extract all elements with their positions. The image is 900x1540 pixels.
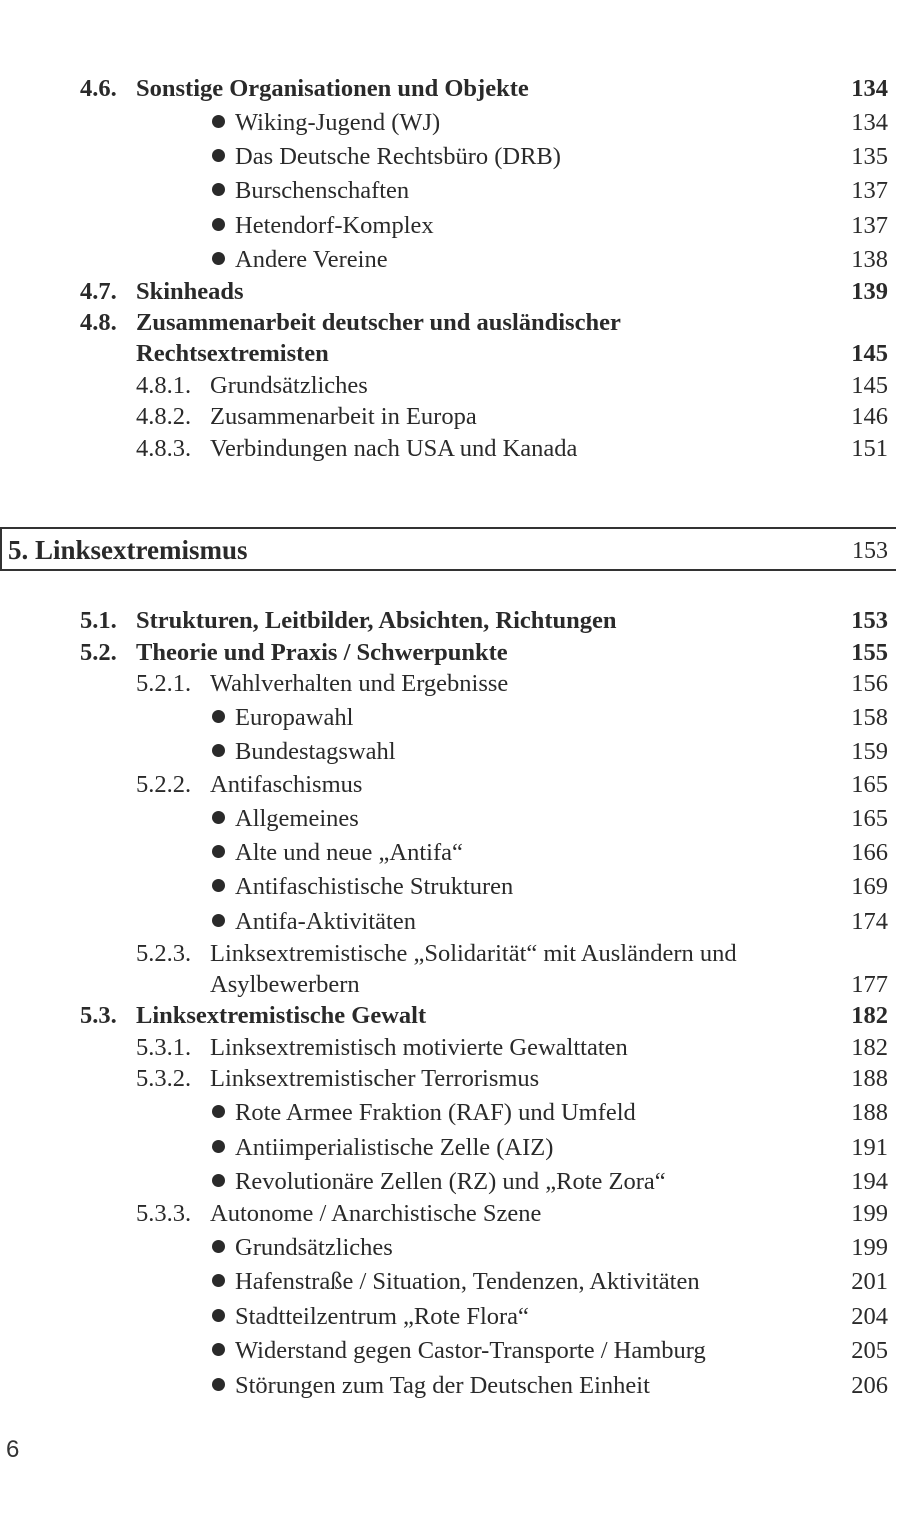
toc-entry-title: Wahlverhalten und Ergebnisse bbox=[210, 670, 509, 697]
toc-entry-page: 165 bbox=[851, 771, 888, 798]
toc-entry-page: 134 bbox=[851, 109, 888, 136]
toc-entry-page: 174 bbox=[851, 908, 888, 935]
toc-entry-title: Grundsätzliches bbox=[210, 372, 368, 399]
toc-entry-page: 177 bbox=[851, 971, 888, 998]
toc-entry-number: 4.8. bbox=[80, 309, 117, 336]
bullet-icon bbox=[212, 183, 225, 196]
toc-entry-page: 188 bbox=[851, 1065, 888, 1092]
toc-entry-title: Theorie und Praxis / Schwerpunkte bbox=[136, 639, 508, 666]
bullet-icon bbox=[212, 914, 225, 927]
toc-entry-page: 206 bbox=[851, 1372, 888, 1399]
toc-entry-title: Linksextremistisch motivierte Gewalttaten bbox=[210, 1034, 628, 1061]
bullet-icon bbox=[212, 845, 225, 858]
toc-entry-number: 5.3.1. bbox=[136, 1034, 192, 1061]
toc-entry-page: 165 bbox=[851, 805, 888, 832]
toc-entry-page: 145 bbox=[851, 340, 888, 367]
toc-entry-page: 205 bbox=[851, 1337, 888, 1364]
toc-entry-number: 5.3.3. bbox=[136, 1200, 192, 1227]
toc-entry-title: Bundestagswahl bbox=[235, 738, 396, 765]
chapter-page: 153 bbox=[852, 538, 888, 564]
toc-entry-page: 159 bbox=[851, 738, 888, 765]
bullet-icon bbox=[212, 149, 225, 162]
toc-entry-number: 5.2.3. bbox=[136, 940, 192, 967]
toc-entry-number: 5.3.2. bbox=[136, 1065, 192, 1092]
toc-entry-title: Linksextremistischer Terrorismus bbox=[210, 1065, 540, 1092]
toc-entry-number: 5.3. bbox=[80, 1002, 117, 1029]
toc-entry-title: Revolutionäre Zellen (RZ) und „Rote Zora“ bbox=[235, 1168, 666, 1195]
toc-entry-page: 135 bbox=[851, 143, 888, 170]
bullet-icon bbox=[212, 218, 225, 231]
toc-entry-title: Verbindungen nach USA und Kanada bbox=[210, 435, 578, 462]
toc-entry-title: Antifaschistische Strukturen bbox=[235, 873, 514, 900]
bullet-icon bbox=[212, 1140, 225, 1153]
bullet-icon bbox=[212, 811, 225, 824]
toc-entry-page: 139 bbox=[851, 278, 888, 305]
toc-entry-page: 158 bbox=[851, 704, 888, 731]
toc-entry-page: 153 bbox=[851, 607, 888, 634]
toc-entry-page: 145 bbox=[851, 372, 888, 399]
toc-entry-title: Das Deutsche Rechtsbüro (DRB) bbox=[235, 143, 561, 170]
toc-entry-title: Antifa-Aktivitäten bbox=[235, 908, 416, 935]
toc-entry-number: 5.2.2. bbox=[136, 771, 192, 798]
toc-entry-title: Alte und neue „Antifa“ bbox=[235, 839, 463, 866]
toc-entry-page: 146 bbox=[851, 403, 888, 430]
bullet-icon bbox=[212, 115, 225, 128]
toc-entry-title: Zusammenarbeit deutscher und ausländischer bbox=[136, 309, 621, 336]
bullet-icon bbox=[212, 252, 225, 265]
toc-entry-title: Antifaschismus bbox=[210, 771, 363, 798]
bullet-icon bbox=[212, 744, 225, 757]
toc-entry-page: 188 bbox=[851, 1099, 888, 1126]
toc-entry-title: Grundsätzliches bbox=[235, 1234, 393, 1261]
toc-entry-number: 4.7. bbox=[80, 278, 117, 305]
toc-entry-title: Störungen zum Tag der Deutschen Einheit bbox=[235, 1372, 650, 1399]
toc-entry-title: Burschenschaften bbox=[235, 177, 410, 204]
toc-entry-page: 199 bbox=[851, 1234, 888, 1261]
toc-entry-title: Wiking-Jugend (WJ) bbox=[235, 109, 441, 136]
toc-entry-number: 5.1. bbox=[80, 607, 117, 634]
chapter-header bbox=[0, 527, 896, 571]
toc-entry-title: Rote Armee Fraktion (RAF) und Umfeld bbox=[235, 1099, 636, 1126]
toc-entry-number: 5.2.1. bbox=[136, 670, 192, 697]
bullet-icon bbox=[212, 1274, 225, 1287]
toc-entry-page: 182 bbox=[851, 1002, 888, 1029]
bullet-icon bbox=[212, 1378, 225, 1391]
toc-entry-title: Hafenstraße / Situation, Tendenzen, Aktivitäten bbox=[235, 1268, 700, 1295]
toc-entry-title: Hetendorf-Komplex bbox=[235, 212, 434, 239]
bullet-icon bbox=[212, 1309, 225, 1322]
toc-entry-title: Linksextremistische „Solidarität“ mit Ausländern und bbox=[210, 940, 737, 967]
toc-entry-title: Zusammenarbeit in Europa bbox=[210, 403, 477, 430]
toc-entry-page: 134 bbox=[851, 75, 888, 102]
toc-entry-title: Stadtteilzentrum „Rote Flora“ bbox=[235, 1303, 529, 1330]
toc-entry-page: 204 bbox=[851, 1303, 888, 1330]
chapter-title: 5. Linksextremismus bbox=[8, 535, 248, 565]
toc-entry-page: 156 bbox=[851, 670, 888, 697]
toc-entry-page: 166 bbox=[851, 839, 888, 866]
toc-entry-page: 137 bbox=[851, 212, 888, 239]
toc-entry-title: Allgemeines bbox=[235, 805, 359, 832]
toc-entry-title: Europawahl bbox=[235, 704, 354, 731]
toc-entry-title: Asylbewerbern bbox=[210, 971, 360, 998]
toc-entry-number: 4.6. bbox=[80, 75, 117, 102]
bullet-icon bbox=[212, 1174, 225, 1187]
toc-entry-title: Rechtsextremisten bbox=[136, 340, 329, 367]
toc-entry-title: Andere Vereine bbox=[235, 246, 388, 273]
toc-entry-page: 138 bbox=[851, 246, 888, 273]
toc-entry-page: 199 bbox=[851, 1200, 888, 1227]
toc-entry-page: 137 bbox=[851, 177, 888, 204]
toc-entry-page: 191 bbox=[851, 1134, 888, 1161]
toc-entry-page: 182 bbox=[851, 1034, 888, 1061]
toc-entry-title: Sonstige Organisationen und Objekte bbox=[136, 75, 529, 102]
toc-entry-title: Linksextremistische Gewalt bbox=[136, 1002, 427, 1029]
toc-entry-title: Skinheads bbox=[136, 278, 244, 305]
bullet-icon bbox=[212, 710, 225, 723]
toc-entry-page: 151 bbox=[851, 435, 888, 462]
toc-entry-page: 169 bbox=[851, 873, 888, 900]
toc-entry-title: Widerstand gegen Castor-Transporte / Hamburg bbox=[235, 1337, 706, 1364]
page-number: 6 bbox=[6, 1436, 20, 1463]
toc-entry-title: Antiimperialistische Zelle (AIZ) bbox=[235, 1134, 554, 1161]
toc-entry-number: 4.8.1. bbox=[136, 372, 192, 399]
toc-entry-number: 4.8.3. bbox=[136, 435, 192, 462]
toc-entry-title: Autonome / Anarchistische Szene bbox=[210, 1200, 542, 1227]
toc-entry-title: Strukturen, Leitbilder, Absichten, Richtungen bbox=[136, 607, 617, 634]
toc-entry-page: 201 bbox=[851, 1268, 888, 1295]
toc-entry-number: 4.8.2. bbox=[136, 403, 192, 430]
toc-entry-number: 5.2. bbox=[80, 639, 117, 666]
bullet-icon bbox=[212, 879, 225, 892]
bullet-icon bbox=[212, 1240, 225, 1253]
toc-entry-page: 155 bbox=[851, 639, 888, 666]
toc-entry-page: 194 bbox=[851, 1168, 888, 1195]
bullet-icon bbox=[212, 1343, 225, 1356]
bullet-icon bbox=[212, 1105, 225, 1118]
